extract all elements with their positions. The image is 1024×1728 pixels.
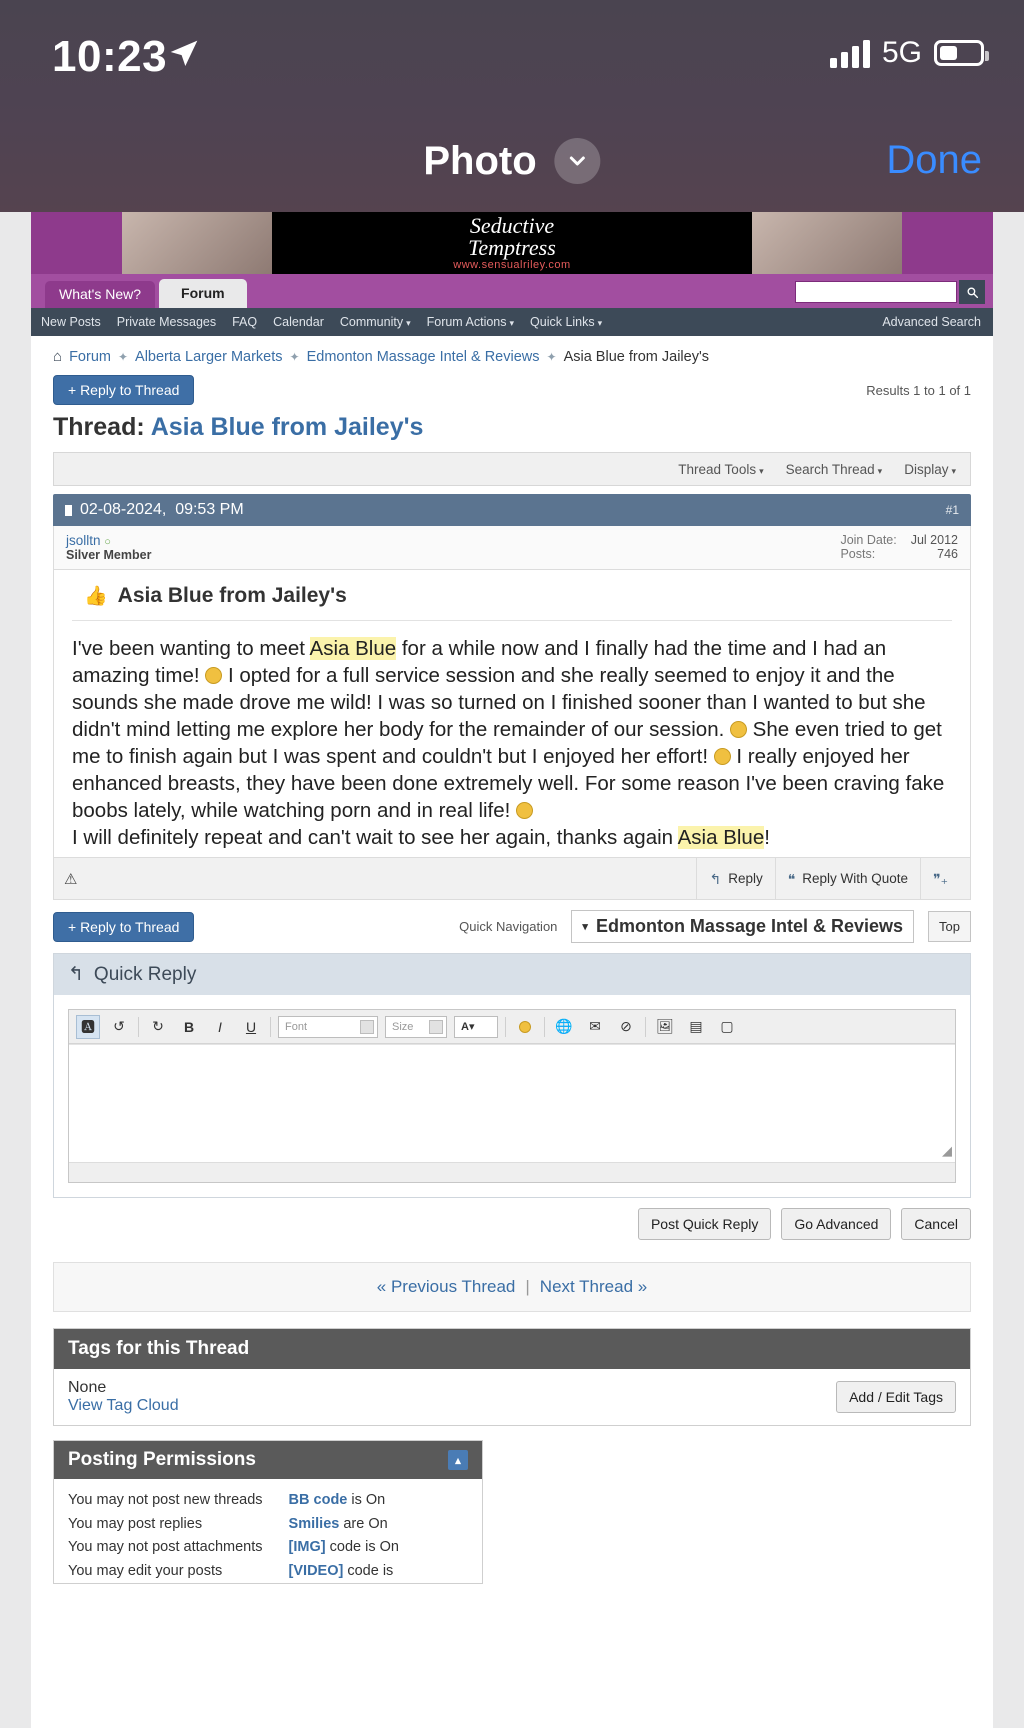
post-text-f: I will definitely repeat and can't wait to see her again, thanks again [72,826,678,850]
collapse-icon[interactable]: ▴ [448,1450,468,1470]
post-marker-icon [65,505,72,516]
email-icon[interactable]: ✉ [589,1018,601,1035]
unlink-icon[interactable]: ⊘ [620,1018,632,1035]
smilie-icon [205,667,222,684]
chevron-down-icon: ▾ [582,921,588,934]
smilie-icon [714,748,731,765]
next-thread-link[interactable]: Next Thread » [539,1277,648,1297]
nav-private-messages[interactable]: Private Messages [116,315,217,329]
post-user-stats [840,533,958,561]
secondary-nav [31,308,993,336]
editor-toolbar [69,1010,955,1044]
redo-icon[interactable]: ↻ [152,1018,164,1035]
search-input[interactable] [795,281,957,303]
permission-smilies: Smilies are On [288,1515,388,1532]
size-select[interactable]: Size [385,1016,447,1038]
posts-value: 746 [937,547,958,561]
quick-reply-actions [31,1198,993,1240]
thread-tools-bar [53,452,971,486]
search-area [795,280,985,304]
underline-icon[interactable]: U [245,1018,257,1035]
done-button[interactable]: Done [886,138,982,182]
permission-attachments: You may not post attachments [68,1539,263,1556]
thread-title-text: Asia Blue from Jailey's [150,413,424,441]
link-icon[interactable]: 🌐 [555,1018,573,1035]
remove-formatting-icon[interactable]: 🅰 [76,1015,100,1039]
reply-row-top [31,369,993,405]
search-icon[interactable] [959,280,985,304]
chevron-down-icon[interactable] [555,138,601,184]
thumbs-up-icon: 👍 [84,586,108,607]
posting-permissions-header [54,1441,482,1479]
ios-nav-bar [0,120,1024,212]
smilie-icon [730,721,747,738]
nav-calendar[interactable]: Calendar [273,315,324,329]
breadcrumb-separator: ✦ [546,349,557,364]
location-arrow-icon [168,38,200,70]
previous-thread-link[interactable]: « Previous Thread [376,1277,516,1297]
post-text-g: ! [764,826,770,850]
tab-whats-new[interactable]: What's New? [45,281,155,308]
breadcrumb-separator: ✦ [289,349,300,364]
network-type-label: 5G [881,36,922,69]
reply-to-thread-button-top[interactable]: + Reply to Thread [53,375,194,405]
webview [0,212,1024,1728]
breadcrumb-current: Asia Blue from Jailey's [563,348,709,365]
reply-arrow-icon: ↰ [709,870,722,887]
ad-line-2: Temptress [468,235,556,260]
quick-reply-textarea[interactable] [69,1044,955,1162]
post-highlight-2: Asia Blue [677,826,765,850]
results-count: Results 1 to 1 of 1 [866,382,971,398]
post-user-title: Silver Member [66,548,152,562]
cellular-signal-icon [830,38,870,68]
reply-arrow-icon: ↰ [68,964,84,986]
ad-url: www.sensualriley.com [453,259,571,271]
display-menu[interactable]: Display ▾ [904,461,956,477]
quick-navigation-select[interactable]: ▾ Edmonton Massage Intel & Reviews [571,910,914,943]
posts-label: Posts: [840,547,876,561]
ad-image-center [272,212,752,274]
post-text-b: for a while now and I finally had the time and I had an amazing time! [72,637,887,688]
ad-line-1: Seductive [469,213,555,238]
permission-post-replies: You may post replies [68,1515,203,1532]
ad-banner[interactable] [31,212,993,274]
reply-button[interactable]: ↰ Reply [696,858,774,900]
undo-icon[interactable]: ↺ [113,1018,125,1035]
quick-reply-box [53,953,971,1198]
post-text-c: I opted for a full service session and she really seemed to enjoy it and the sounds she made drove me wild! I was so turned on I finished sooner than I wanted to but she didn't mind letting me explore her body for the remainder of our session. [72,664,926,742]
status-time: 10:23 [52,32,168,81]
smilie-icon[interactable] [513,1015,537,1039]
post-number[interactable]: #1 [945,503,959,517]
forum-page [31,212,993,1728]
post-user-bar [53,526,971,570]
smilie-icon [516,802,533,819]
page-title: Photo [423,138,537,183]
post-date: 02-08-2024, [80,501,167,518]
multiquote-icon: ❞₊ [933,870,948,887]
thread-nav-divider: | [525,1277,530,1297]
join-date-label: Join Date: [840,533,897,547]
breadcrumb-item-forum[interactable]: Forum [69,348,111,365]
tags-box [53,1328,971,1426]
permission-new-threads: You may not post new threads [68,1492,263,1509]
permission-video: [VIDEO] code is [288,1562,394,1579]
font-color-icon[interactable]: A▾ [454,1016,498,1038]
quick-reply-title: Quick Reply [93,963,197,985]
post-username[interactable]: jsolltn ○ [66,533,111,548]
reply-to-thread-button-bottom[interactable]: + Reply to Thread [53,912,194,942]
image-icon[interactable]: 🖼 [656,1018,674,1035]
resize-grip-icon[interactable]: ◢ [942,1143,952,1159]
post-message [72,635,952,851]
thread-heading [31,405,993,448]
quote-icon: ❝ [787,870,796,887]
quick-navigation-label: Quick Navigation [459,919,558,935]
search-thread-menu[interactable]: Search Thread ▾ [785,461,883,477]
posting-permissions-title: Posting Permissions [68,1449,256,1471]
ios-overlay [0,0,1024,212]
thread-tools-menu[interactable]: Thread Tools ▾ [678,461,764,477]
quick-nav-row [31,900,993,943]
tags-value: None [68,1379,107,1397]
go-advanced-button[interactable]: Go Advanced [781,1208,891,1240]
reply-with-quote-button[interactable]: ❝ Reply With Quote [775,858,920,900]
thread-navigation [53,1262,971,1312]
view-tag-cloud-link[interactable]: View Tag Cloud [68,1397,179,1415]
cancel-button[interactable]: Cancel [901,1208,971,1240]
post-footer [53,858,971,900]
ad-image-right [752,212,902,274]
nav-forum-actions[interactable]: Forum Actions ▾ [426,315,515,329]
quick-reply-editor [68,1009,956,1183]
post-time: 09:53 PM [175,501,244,518]
tab-forum[interactable]: Forum [159,279,247,308]
quick-reply-header [54,954,970,995]
post-date-bar [53,494,971,526]
editor-statusbar [69,1162,955,1182]
breadcrumb [31,336,993,369]
post-body [53,570,971,858]
multiquote-button[interactable] [920,858,960,900]
ad-image-left [122,212,272,274]
post-highlight-1: Asia Blue [309,637,397,660]
online-status-icon: ○ [104,536,111,548]
advanced-search-link[interactable]: Advanced Search [882,315,981,329]
post-quick-reply-button[interactable]: Post Quick Reply [638,1208,771,1240]
breadcrumb-separator: ✦ [117,349,129,364]
quote-icon[interactable]: ▢ [720,1018,734,1035]
bold-icon[interactable]: B [183,1018,195,1035]
thread-label: Thread: [53,413,145,441]
nav-new-posts[interactable]: New Posts [41,315,101,329]
status-bar [0,0,1024,110]
permission-bbcode: BB code is On [288,1492,386,1509]
post-text-a: I've been wanting to meet [72,637,310,660]
home-icon[interactable]: ⌂ [53,348,63,365]
font-select[interactable]: Font [278,1016,378,1038]
post-subject-text: Asia Blue from Jailey's [117,584,347,607]
permission-edit-posts: You may edit your posts [68,1562,223,1579]
status-indicators [830,36,984,70]
tags-title: Tags for this Thread [54,1329,970,1369]
add-edit-tags-button[interactable]: Add / Edit Tags [836,1381,956,1413]
posting-permissions-box [53,1440,483,1584]
nav-title-group [423,138,600,184]
breadcrumb-item-alberta[interactable]: Alberta Larger Markets [135,348,283,365]
permissions-left-column [68,1489,263,1583]
join-date-value: Jul 2012 [910,533,958,547]
video-icon[interactable]: ▤ [689,1018,703,1035]
nav-quick-links[interactable]: Quick Links ▾ [530,315,603,329]
permissions-right-column [289,1489,399,1583]
primary-tab-bar [31,274,993,308]
battery-icon [934,40,984,66]
nav-faq[interactable]: FAQ [232,315,258,329]
nav-community[interactable]: Community ▾ [339,315,411,329]
permission-img: [IMG] code is On [288,1539,399,1556]
breadcrumb-item-edmonton[interactable]: Edmonton Massage Intel & Reviews [306,348,540,365]
post-text-d: She even tried to get me to finish again but I was spent and couldn't but I enjoyed her effort! [72,718,942,769]
top-button[interactable]: Top [928,911,971,942]
post-text-e: I really enjoyed her enhanced breasts, they have been done extremely well. For some reason I've been craving fake boobs lately, while watching porn and in real life! [72,745,945,823]
post-subject [72,584,952,621]
warning-icon[interactable]: ⚠ [64,870,78,888]
italic-icon[interactable]: I [218,1018,222,1035]
